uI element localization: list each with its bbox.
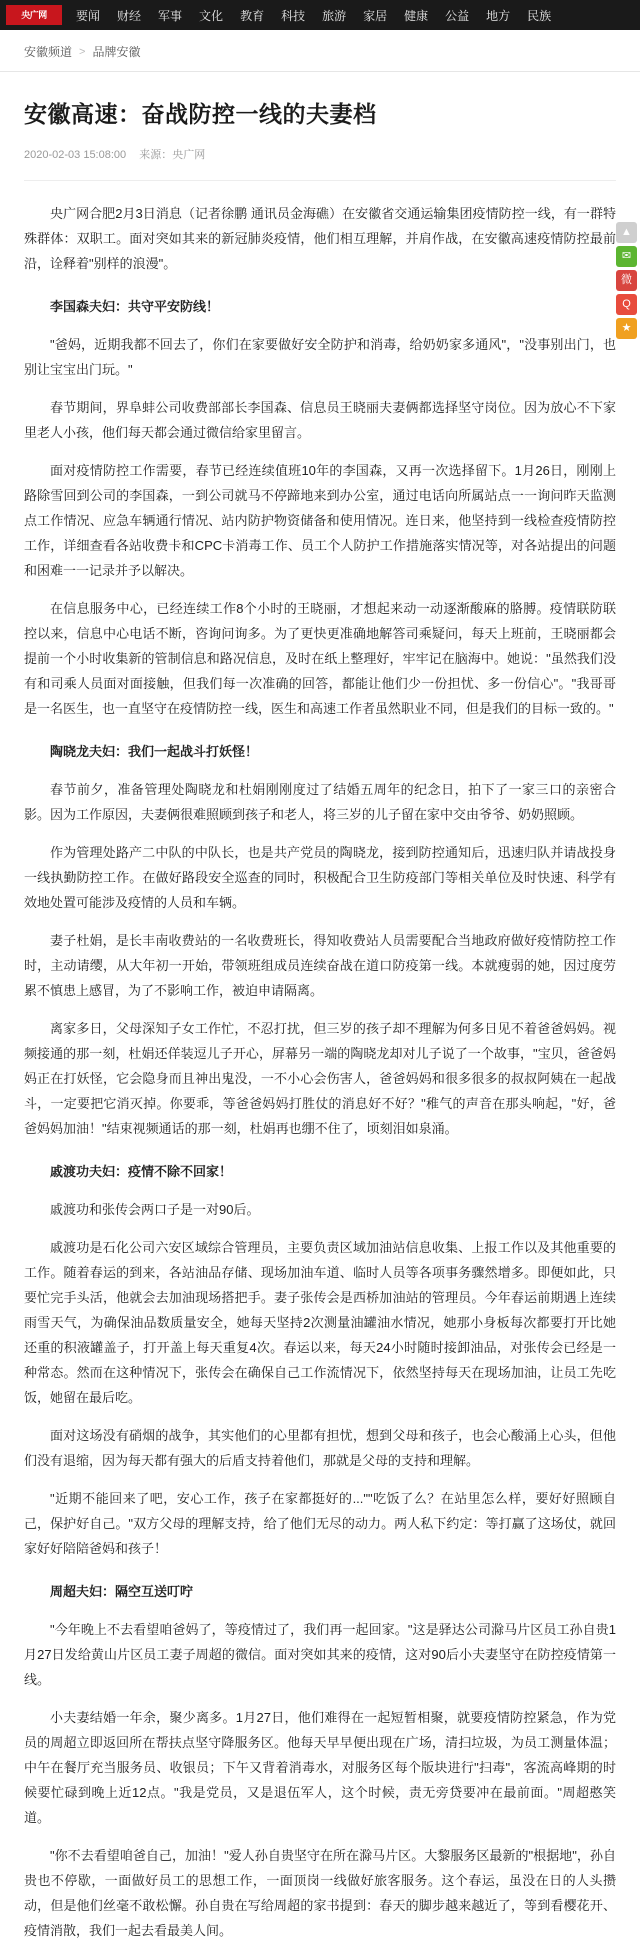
subheading: 戚渡功夫妇：疫情不除不回家！ [50, 1164, 233, 1179]
site-header [0, 0, 640, 30]
site-logo[interactable]: 央广网 [6, 5, 62, 25]
paragraph: 戚渡功是石化公司六安区域综合管理员，主要负责区域加油站信息收集、上报工作以及其他重要的工作。随着春运的到来，各站油品存储、现场加油车道、临时人员等各项事务骤然增多。即便如此，只要忙完手头活，他就会去加油现场搭把手。妻子张传会是西桥加油站的管理员。今年春运前期遇上连续雨雪天气，为确保油品数质量安全，她每天坚持2次测量油罐油水情况，她那小身板每次都要打开比她还重的积液罐盖子，打开盖上每天重复4次。春运以来，每天24小时随时接卸油品，对张传会已经是一种常态。然而在这种情况下，张传会在确保自己工作流情况下，依然坚持每天在现场加油，让员工先吃饭，她留在最后吃。 [24, 1240, 616, 1405]
paragraph: "你不去看望咱爸自己，加油！"爱人孙自贵坚守在所在滁马片区。大黎服务区最新的"根据地"，孙自贵也不停歇，一面做好员工的思想工作，一面顶岗一线做好旅客服务。这个春运，虽没在日的人头攒动，但是他们丝毫不敢松懈。孙自贵在写给周超的家书提到：春天的脚步越来越近了，等到看樱花开、疫情消散，我们一起去看最美人间。 [24, 1848, 616, 1938]
nav-item[interactable]: 文化 [199, 8, 224, 23]
paragraph: "今年晚上不去看望咱爸妈了，等疫情过了，我们再一起回家。"这是驿达公司滁马片区员工孙自贵1月27日发给黄山片区员工妻子周超的微信。面对突如其来的疫情，这对90后小夫妻坚守在防控疫情第一线。 [24, 1622, 616, 1687]
qq-share-icon[interactable]: Q [616, 294, 637, 315]
article-body [24, 201, 616, 1943]
nav-item[interactable]: 财经 [117, 8, 142, 23]
weibo-share-icon[interactable]: 微 [616, 270, 637, 291]
paragraph: 央广网合肥2月3日消息（记者徐鹏 通讯员金海礁）在安徽省交通运输集团疫情防控一线，有一群特殊群体：双职工。面对突如其来的新冠肺炎疫情，他们相互理解，并肩作战，在安徽高速疫情防控最前沿，诠释着"别样的浪漫"。 [24, 206, 616, 271]
breadcrumb-separator-icon: > [79, 45, 86, 58]
nav-item[interactable]: 教育 [240, 8, 265, 23]
paragraph: 作为管理处路产二中队的中队长，也是共产党员的陶晓龙，接到防控通知后，迅速归队并请战投身一线执勤防控工作。在做好路段安全巡查的同时，积极配合卫生防疫部门等相关单位及时快速、科学有效地处置可能涉及疫情的人员和车辆。 [24, 845, 616, 910]
nav-item[interactable]: 民族 [527, 8, 552, 23]
nav-item[interactable]: 旅游 [322, 8, 347, 23]
paragraph: 小夫妻结婚一年余，聚少离多。1月27日，他们难得在一起短暂相聚，就要疫情防控紧急，作为党员的周超立即返回所在帮扶点坚守降服务区。他每天早早便出现在广场，清扫垃圾，为员工测量体温；中午在餐厅充当服务员、收银员；下午又背着消毒水，对服务区每个版块进行"扫毒"，客流高峰期的时候要忙碌到晚上近12点。"我是党员，又是退伍军人，这个时候，责无旁贷要冲在最前面。"周超憨笑道。 [24, 1710, 616, 1825]
paragraph: 春节期间，界阜蚌公司收费部部长李国森、信息员王晓丽夫妻俩都选择坚守岗位。因为放心不下家里老人小孩，他们每天都会通过微信给家里留言。 [24, 400, 616, 440]
nav-item[interactable]: 要闻 [76, 8, 101, 23]
wechat-share-icon[interactable]: ✉ [616, 246, 637, 267]
back-to-top-icon[interactable]: ▲ [616, 222, 637, 243]
paragraph: 面对这场没有硝烟的战争，其实他们的心里都有担忧，想到父母和孩子，也会心酸涌上心头，但他们没有退缩，因为每天都有强大的后盾支持着他们，那就是父母的支持和理解。 [24, 1428, 616, 1468]
paragraph: 妻子杜娟，是长丰南收费站的一名收费班长，得知收费站人员需要配合当地政府做好疫情防控工作时，主动请缨，从大年初一开始，带领班组成员连续奋战在道口防疫第一线。本就瘦弱的她，因过度劳累不慎患上感冒，为了不影响工作，被迫申请隔离。 [24, 933, 616, 998]
publish-datetime: 2020-02-03 15:08:00 [24, 149, 127, 161]
paragraph: 在信息服务中心，已经连续工作8个小时的王晓丽，才想起来动一动逐渐酸麻的胳膊。疫情联防联控以来，信息中心电话不断，咨询问询多。为了更快更准确地解答司乘疑问，每天上班前，王晓丽都会提前一个小时收集新的管制信息和路况信息，及时在纸上整理好，牢牢记在脑海中。她说："虽然我们没有和司乘人员面对面接触，但我们每一次准确的回答，都能让他们少一份担忧、多一份信心"。"我哥哥是一名医生，也一直坚守在疫情防控一线，医生和高速工作者虽然职业不同，但是我们的目标一致的。" [24, 601, 616, 716]
top-navigation [76, 7, 551, 24]
breadcrumb-item-channel[interactable]: 安徽频道 [24, 45, 73, 59]
article-source: 来源：央广网 [139, 149, 206, 161]
paragraph: 面对疫情防控工作需要，春节已经连续值班10年的李国森，又再一次选择留下。1月26日，刚刚上路除雪回到公司的李国森，一到公司就马不停蹄地来到办公室，通过电话向所属站点一一询问昨天监测点工作情况、应急车辆通行情况、站内防护物资储备和使用情况。连日来，他坚持到一线检查疫情防控工作，详细查看各站收费卡和CPC卡消毒工作、员工个人防护工作措施落实情况等，对各站提出的问题和困难一一记录并予以解决。 [24, 463, 616, 578]
paragraph: "近期不能回来了吧，安心工作，孩子在家都挺好的...""吃饭了么？在站里怎么样，要好好照顾自己，保护好自己。"双方父母的理解支持，给了他们无尽的动力。两人私下约定：等打赢了这场仗，就回家好好陪陪爸妈和孩子！ [24, 1491, 616, 1556]
paragraph: 戚渡功和张传会两口子是一对90后。 [50, 1202, 260, 1217]
nav-item[interactable]: 健康 [404, 8, 429, 23]
nav-item[interactable]: 科技 [281, 8, 306, 23]
breadcrumb [0, 30, 640, 72]
nav-item[interactable]: 军事 [158, 8, 183, 23]
subheading: 陶晓龙夫妇：我们一起战斗打妖怪！ [50, 744, 259, 759]
divider [24, 180, 616, 181]
nav-item[interactable]: 地方 [486, 8, 511, 23]
subheading: 李国森夫妇：共守平安防线！ [50, 299, 220, 314]
paragraph: 春节前夕，准备管理处陶晓龙和杜娟刚刚度过了结婚五周年的纪念日，拍下了一家三口的亲密合影。因为工作原因，夫妻俩很难照顾到孩子和老人，将三岁的儿子留在家中交由爷爷、奶奶照顾。 [24, 782, 616, 822]
share-rail [616, 222, 638, 342]
article-container [0, 98, 640, 1943]
page-title: 安徽高速：奋战防控一线的夫妻档 [24, 101, 377, 127]
article-meta [24, 146, 616, 162]
breadcrumb-item-section[interactable]: 品牌安徽 [92, 45, 141, 59]
paragraph: "爸妈，近期我都不回去了，你们在家要做好安全防护和消毒，给奶奶家多通风"，"没事别出门，也别让宝宝出门玩。" [24, 337, 616, 377]
favorite-icon[interactable]: ★ [616, 318, 637, 339]
nav-item[interactable]: 公益 [445, 8, 470, 23]
paragraph: 离家多日，父母深知子女工作忙，不忍打扰，但三岁的孩子却不理解为何多日见不着爸爸妈妈。视频接通的那一刻，杜娟还佯装逗儿子开心，屏幕另一端的陶晓龙却对儿子说了一个故事，"宝贝，爸爸妈妈正在打妖怪，它会隐身而且神出鬼没，一不小心会伤害人，爸爸妈妈和很多很多的叔叔阿姨在一起战斗，一定要把它消灭掉。你要乖，等爸爸妈妈打胜仗的消息好不好？"稚气的声音在那头响起，"好，爸爸妈妈加油！"结束视频通话的那一刻，杜娟再也绷不住了，顷刻泪如泉涌。 [24, 1021, 616, 1136]
nav-item[interactable]: 家居 [363, 8, 388, 23]
subheading: 周超夫妇：隔空互送叮咛 [50, 1584, 194, 1599]
